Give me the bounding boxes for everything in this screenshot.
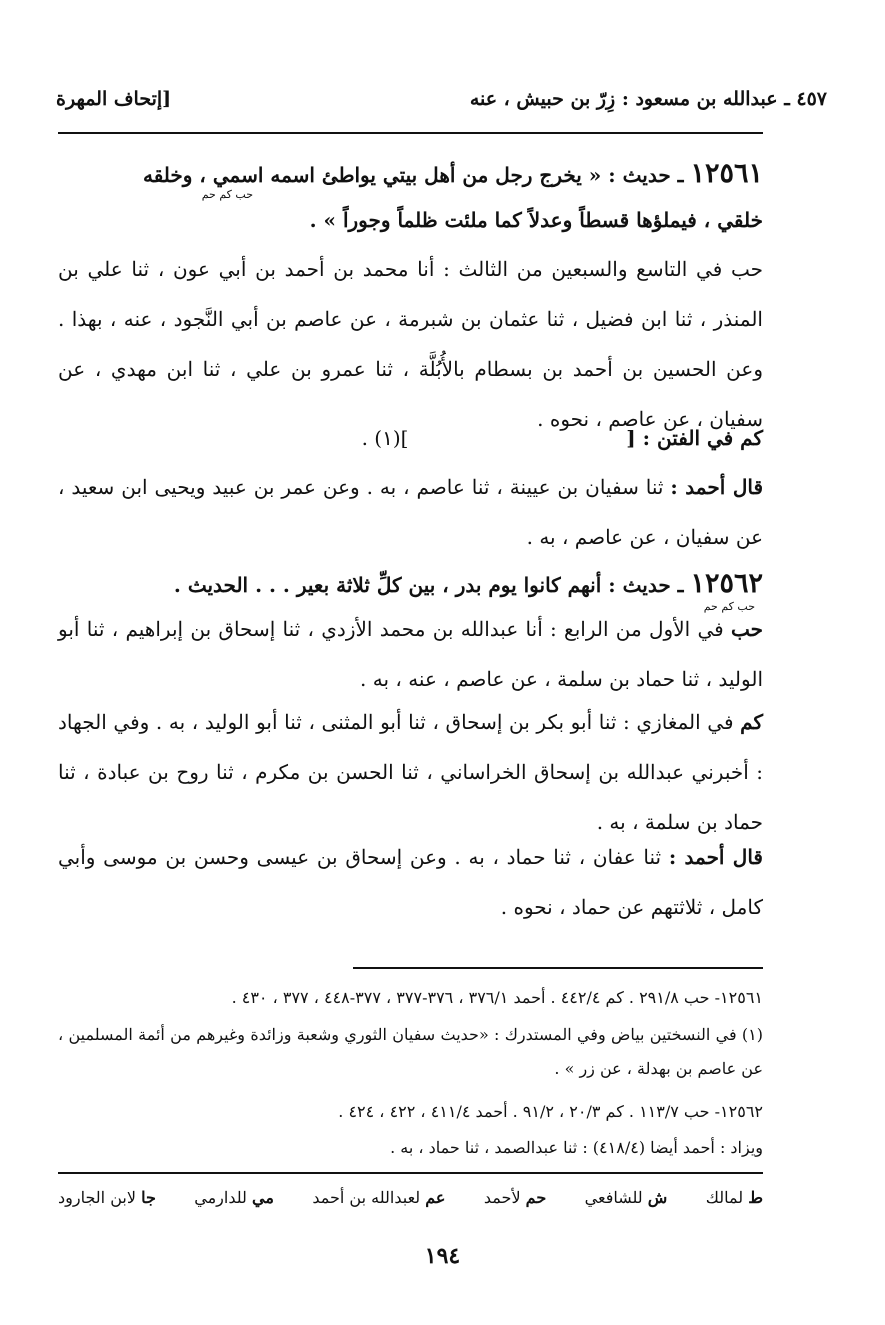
legend-item: ش للشافعي xyxy=(584,1188,668,1207)
hibban-label: حب xyxy=(730,617,763,641)
legend-rule xyxy=(58,1172,763,1174)
hakim-fitan-prefix: كم في الفتن : [ xyxy=(626,426,763,450)
ahmad-isnad xyxy=(58,832,763,932)
legend-item: جا لابن الجارود xyxy=(58,1188,156,1207)
ibn-hibban-isnad: حب في التاسع والسبعين من الثالث : أنا محمد بن أحمد بن أبي عون ، ثنا علي بن المنذر ، ثنا ابن فضيل ، ثنا عثمان بن شبرمة ، عن عاصم بن أبي النَّجود ، عنه ، بهذا . وعن الحسين بن أحمد بن بسطام بالأُبُلَّة ، ثنا عمرو بن علي ، ثنا ابن مهدي ، عن سفيان ، عن عاصم ، نحوه . xyxy=(58,257,763,431)
ahmad-text: ثنا عفان ، ثنا حماد ، به . وعن إسحاق بن عيسى وحسن بن موسى وأبي كامل ، ثلاثتهم عن حماد ، نحوه . xyxy=(58,845,763,919)
hadith-number: ١٢٥٦٢ xyxy=(690,568,763,599)
hakim-fitan-suffix: ](١) . xyxy=(361,426,409,450)
hadith-heading-12562 xyxy=(58,568,763,599)
running-header-book: [إتحاف المهرة xyxy=(56,88,172,110)
ibn-hibban-isnad xyxy=(58,604,763,704)
ahmad-label: قال أحمد : xyxy=(670,475,763,499)
ahmad-label: قال أحمد : xyxy=(668,845,763,869)
ahmad-text: ثنا سفيان بن عيينة ، ثنا عاصم ، به . وعن عمر بن عبيد ويحيى ابن سعيد ، عن سفيان ، عن عاصم ، به . xyxy=(58,475,763,549)
hadith-label: ـ حديث : xyxy=(608,163,684,187)
footnote-rule xyxy=(353,967,763,969)
hakim-text: في المغازي : ثنا أبو بكر بن إسحاق ، ثنا أبو المثنى ، ثنا أبو الوليد ، به . وفي الجهاد : أخبرني عبدالله بن إسحاق الخراساني ، ثنا الحسن بن مكرم ، ثنا روح بن عبادة ، ثنا حماد بن سلمة ، به . xyxy=(58,710,763,834)
legend-item: عم لعبدالله بن أحمد xyxy=(312,1188,446,1207)
legend-item: مي للدارمي xyxy=(194,1188,274,1207)
footnote-addition: ويزاد : أحمد أيضا (٤١٨/٤) : ثنا عبدالصمد ، ثنا حماد ، به . xyxy=(390,1138,763,1157)
sources-sigla: حب كم حم xyxy=(201,188,253,201)
hakim-label: كم xyxy=(740,710,763,734)
sources-sigla: حب كم حم xyxy=(703,600,755,613)
footnote-12562: ١٢٥٦٢- حب ١١٣/٧ . كم ٢٠/٣ ، ٩١/٢ . أحمد ٤١١/٤ ، ٤٢٢ ، ٤٢٤ . xyxy=(338,1102,763,1121)
running-header-title: ٤٥٧ ـ عبدالله بن مسعود : زِرّ بن حبيش ، عنه xyxy=(469,88,827,110)
header-rule xyxy=(58,132,763,134)
footnote-1: (١) في النسختين بياض وفي المستدرك : «حديث سفيان الثوري وشعبة وزائدة وغيرهم من أئمة المسلمين ، عن عاصم بن بهدلة ، عن زر » . xyxy=(58,1025,763,1078)
hadith-label: ـ حديث : xyxy=(608,573,684,597)
hadith-text-line: « يخرج رجل من أهل بيتي يواطئ اسمه اسمي ، وخلقه xyxy=(142,163,602,187)
ahmad-isnad xyxy=(58,462,763,562)
hadith-text-line: خلقي ، فيملؤها قسطاً وعدلاً كما ملئت ظلماً وجوراً » . xyxy=(309,208,763,232)
hakim-fitan-line xyxy=(58,426,763,450)
legend-item: حم لأحمد xyxy=(483,1188,547,1207)
hadith-heading-12561 xyxy=(58,158,763,189)
hadith-number: ١٢٥٦١ xyxy=(690,158,763,189)
hadith-text-line: أنهم كانوا يوم بدر ، بين كلِّ ثلاثة بعير . . . الحديث . xyxy=(173,573,602,597)
abbreviations-legend xyxy=(58,1188,763,1207)
hakim-isnad xyxy=(58,697,763,847)
legend-item: ط لمالك xyxy=(705,1188,763,1207)
page-number: ١٩٤ xyxy=(424,1243,461,1269)
footnote-12561: ١٢٥٦١- حب ٢٩١/٨ . كم ٤٤٢/٤ . أحمد ٣٧٦/١ ، ٣٧٦-٣٧٧ ، ٣٧٧-٤٤٨ ، ٣٧٧ ، ٤٣٠ . xyxy=(231,988,763,1007)
hibban-text: في الأول من الرابع : أنا عبدالله بن محمد الأزدي ، ثنا إسحاق بن إبراهيم ، ثنا أبو الوليد ، ثنا حماد بن سلمة ، عن عاصم ، عنه ، به . xyxy=(58,617,763,691)
